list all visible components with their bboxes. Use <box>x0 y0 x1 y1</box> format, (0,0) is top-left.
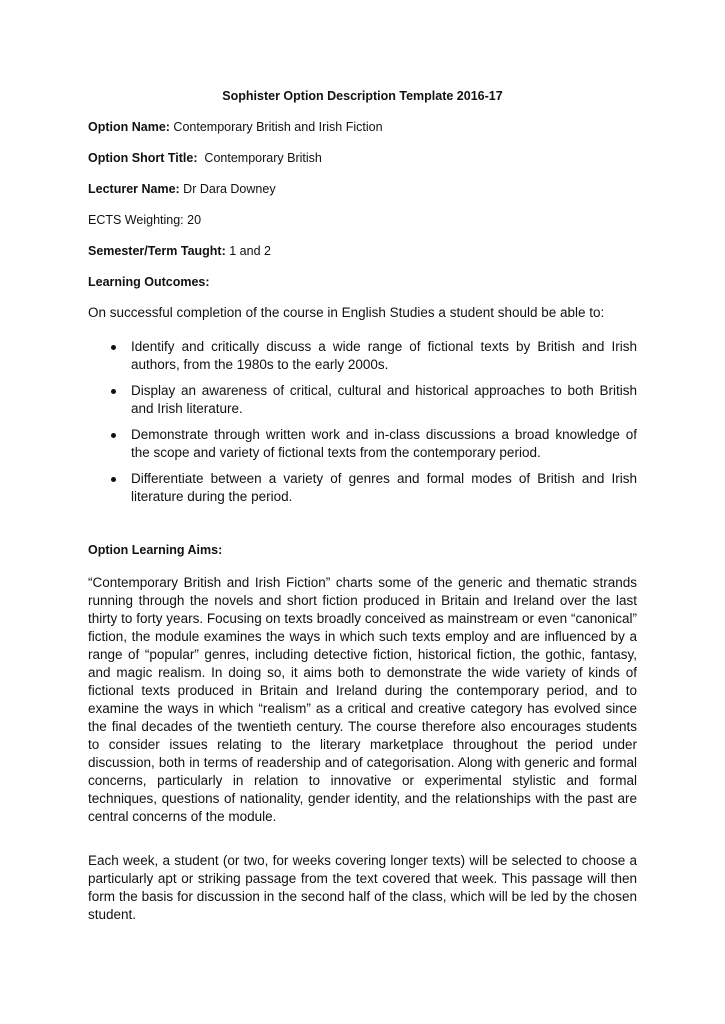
learning-outcomes-heading <box>88 274 210 290</box>
list-item <box>131 382 637 418</box>
list-item <box>131 338 637 374</box>
option-short-title-value: Contemporary British <box>197 151 322 165</box>
semester-label: Semester/Term Taught: <box>88 244 226 258</box>
bullet-icon <box>111 433 116 438</box>
semester-field <box>88 243 271 259</box>
lecturer-name-value: Dr Dara Downey <box>179 182 276 196</box>
ects-weighting-value: ECTS Weighting: 20 <box>88 213 202 227</box>
list-item-text: Demonstrate through written work and in-class discussions a broad knowledge of the scope and variety of fictional texts from the contemporary period. <box>131 427 637 460</box>
weekly-paragraph: Each week, a student (or two, for weeks covering longer texts) will be selected to choose a particularly apt or striking passage from the text covered that week. This passage will then form the basis for discussion in the second half of the class, which will be led by the chosen student. <box>88 853 637 922</box>
bullet-icon <box>111 345 116 350</box>
lecturer-name-label: Lecturer Name: <box>88 182 180 196</box>
option-short-title-field <box>88 150 322 166</box>
ects-weighting-field <box>88 212 201 228</box>
option-name-field <box>88 119 383 135</box>
option-name-label: Option Name: <box>88 120 170 134</box>
document-title: Sophister Option Description Template 2016-17 <box>222 89 503 103</box>
list-item-text: Display an awareness of critical, cultural and historical approaches to both British and Irish literature. <box>131 383 637 416</box>
bullet-icon <box>111 477 116 482</box>
lecturer-name-field <box>88 181 276 197</box>
list-item-text: Differentiate between a variety of genres and formal modes of British and Irish literature during the period. <box>131 471 637 504</box>
option-short-title-label: Option Short Title: <box>88 151 198 165</box>
learning-outcomes-label: Learning Outcomes: <box>88 275 210 289</box>
option-name-value: Contemporary British and Irish Fiction <box>169 120 383 134</box>
list-item <box>131 470 637 506</box>
aims-paragraph: “Contemporary British and Irish Fiction” charts some of the generic and thematic strands running through the novels and short fiction produced in Britain and Ireland over the last thirty to forty years. Focusing on texts broadly conceived as mainstream or even “canonical” fiction, the module examines the ways in which such texts employ and are influenced by a range of “popular” genres, including detective fiction, historical fiction, the gothic, fantasy, and magic realism. In doing so, it aims both to demonstrate the wide variety of kinds of fictional texts produced in Britain and Ireland during the contemporary period, and to examine the ways in which “realism” as a critical and creative category has evolved since the final decades of the twentieth century. The course therefore also encourages students to consider issues relating to the literary marketplace throughout the period under discussion, both in terms of readership and of categorisation. Along with generic and formal concerns, particularly in relation to innovative or experimental stylistic and formal techniques, questions of nationality, gender identity, and the relationships with the past are central concerns of the module. <box>88 575 637 824</box>
outcomes-intro: On successful completion of the course in English Studies a student should be able to: <box>88 305 605 320</box>
list-item-text: Identify and critically discuss a wide range of fictional texts by British and Irish authors, from the 1980s to the early 2000s. <box>131 339 637 372</box>
semester-value: 1 and 2 <box>225 244 271 258</box>
bullet-icon <box>111 389 116 394</box>
list-item <box>131 426 637 462</box>
learning-aims-heading: Option Learning Aims: <box>88 543 223 557</box>
